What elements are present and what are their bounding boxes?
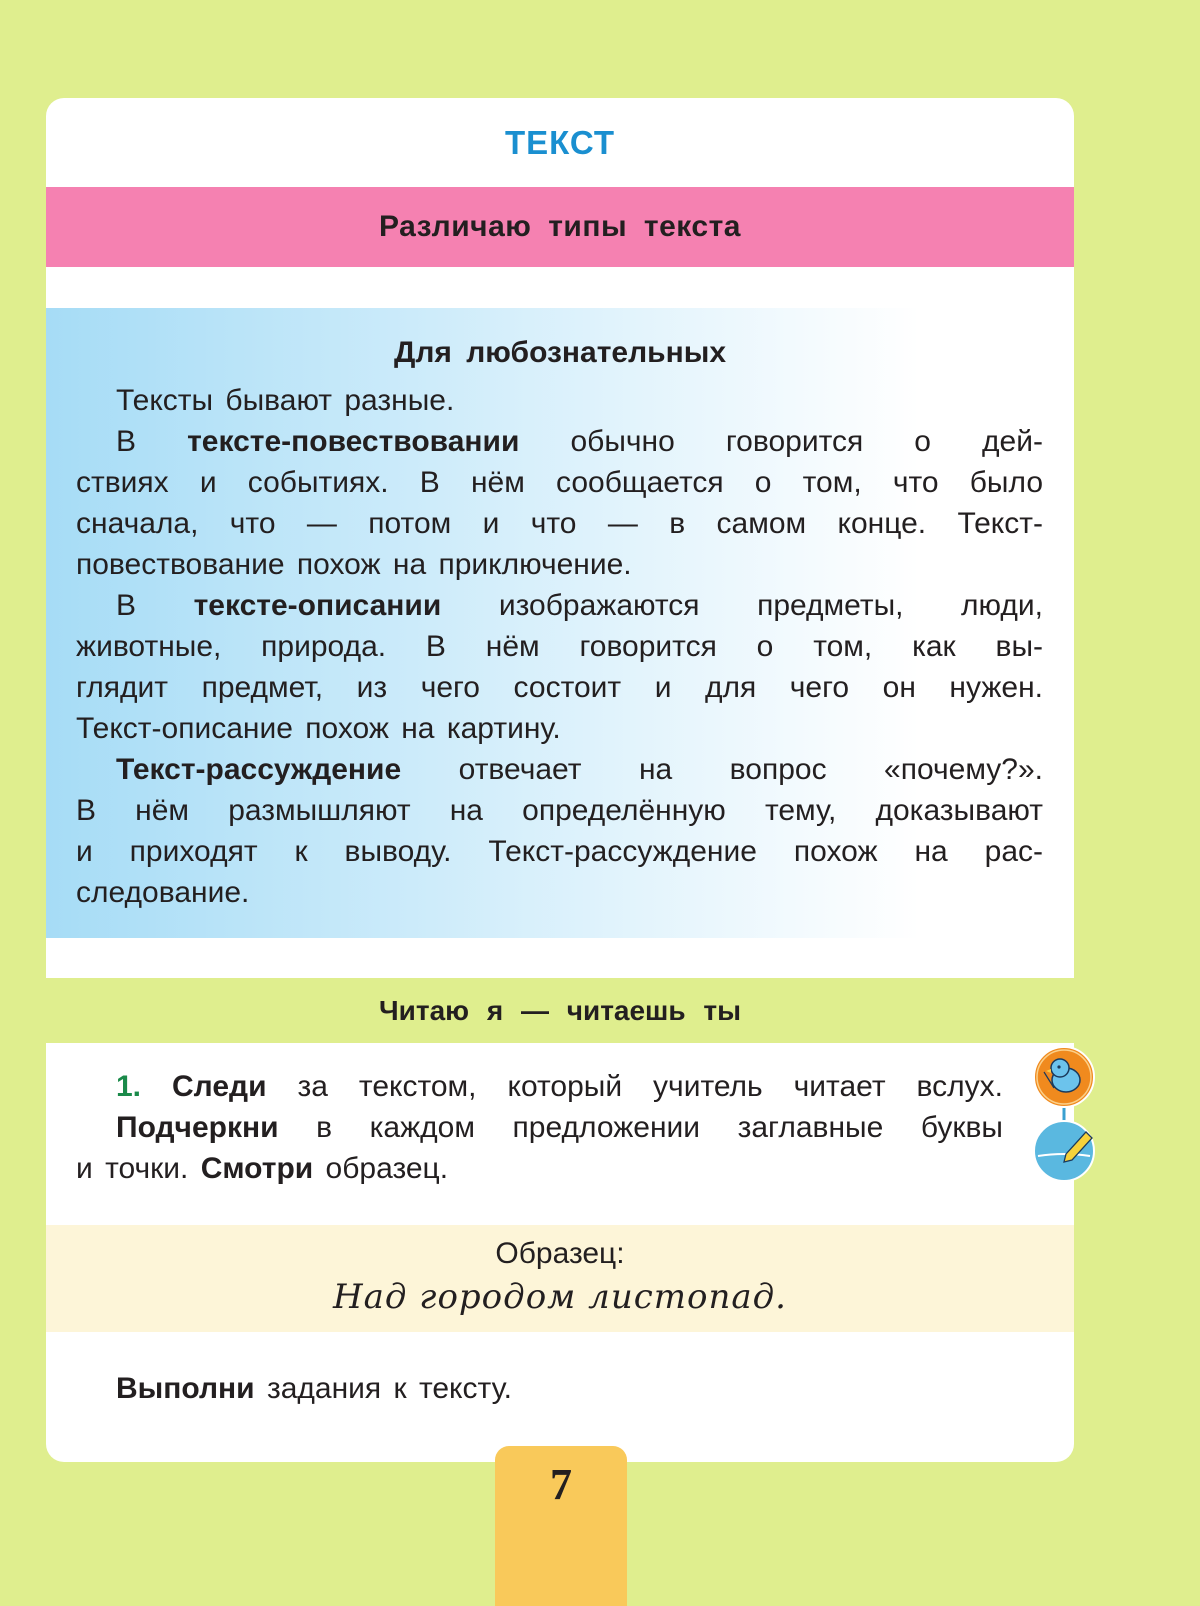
text-segment: и приходят к выводу. Текст-рассуждение похож на рас- [76,835,1043,868]
bold-term: Следи [172,1070,267,1103]
sample-label: Образец: [495,1237,625,1270]
text-segment: Текст-описание похож на картину. [76,712,561,745]
text-line [76,421,1043,462]
text-segment: образец. [313,1152,449,1185]
text-segment: В [116,589,194,622]
text-line [76,544,1043,585]
text-line [76,872,1043,913]
text-segment: следование. [76,876,250,909]
text-segment: изображаются предметы, люди, [441,589,1043,622]
text-line [76,462,1043,503]
text-line [76,503,1043,544]
pencil-icon [1034,1121,1094,1181]
bold-term: Выполни [116,1372,255,1405]
text-segment: ствиях и событиях. В нём сообщается о том, что было [76,466,1043,499]
text-line [76,1368,1043,1409]
info-heading: Для любознательных [393,336,727,369]
text-line [76,831,1043,872]
text-line [76,708,1043,749]
text-line [76,790,1043,831]
bold-term: Текст-рассуждение [116,753,402,786]
text-segment: обычно говорится о дей- [519,425,1043,458]
text-line [76,1107,1003,1148]
text-segment: глядит предмет, из чего состоит и для чего он нужен. [76,671,1043,704]
final-instruction [76,1368,1043,1409]
text-segment: сначала, что — потом и что — в самом конце. Текст- [76,507,1043,540]
info-box [46,308,1074,938]
task-icons [1032,1046,1096,1182]
text-segment [141,1070,172,1103]
sample-handwriting: Над городом листопад. [332,1277,787,1317]
page-number: 7 [495,1446,627,1606]
bold-term: тексте-описании [193,589,442,622]
text-segment: Тексты бывают разные. [116,384,455,417]
text-line [76,749,1043,790]
text-line [76,585,1043,626]
bold-term: Подчеркни [116,1111,279,1144]
page-title: ТЕКСТ [504,124,616,161]
bird-teacher-icon [1034,1047,1094,1107]
text-line [76,667,1043,708]
task-text [76,1066,1003,1189]
bold-term: тексте-повествовании [187,425,520,458]
text-segment: и точки. [76,1152,201,1185]
sample-box [46,1225,1074,1332]
text-segment: задания к тексту. [254,1372,512,1405]
bold-term: Смотри [200,1152,314,1185]
text-segment: животные, природа. В нём говорится о том, как вы- [76,630,1043,663]
text-line [76,1066,1003,1107]
text-segment: в каждом предложении заглавные буквы [278,1111,1003,1144]
reading-band: Читаю я — читаешь ты [46,978,1074,1043]
section-banner: Различаю типы текста [46,187,1074,267]
text-segment: отвечает на вопрос «почему?». [401,753,1043,786]
text-line [76,1148,1003,1189]
info-text [76,380,1043,913]
bold-term: 1. [116,1070,142,1103]
text-segment: повествование похож на приключение. [76,548,632,581]
text-segment: В нём размышляют на определённую тему, доказывают [76,794,1043,827]
text-line [76,380,1043,421]
text-segment: В [116,425,188,458]
page-card [46,98,1074,1462]
text-line [76,626,1043,667]
text-segment: за текстом, который учитель читает вслух. [266,1070,1003,1103]
